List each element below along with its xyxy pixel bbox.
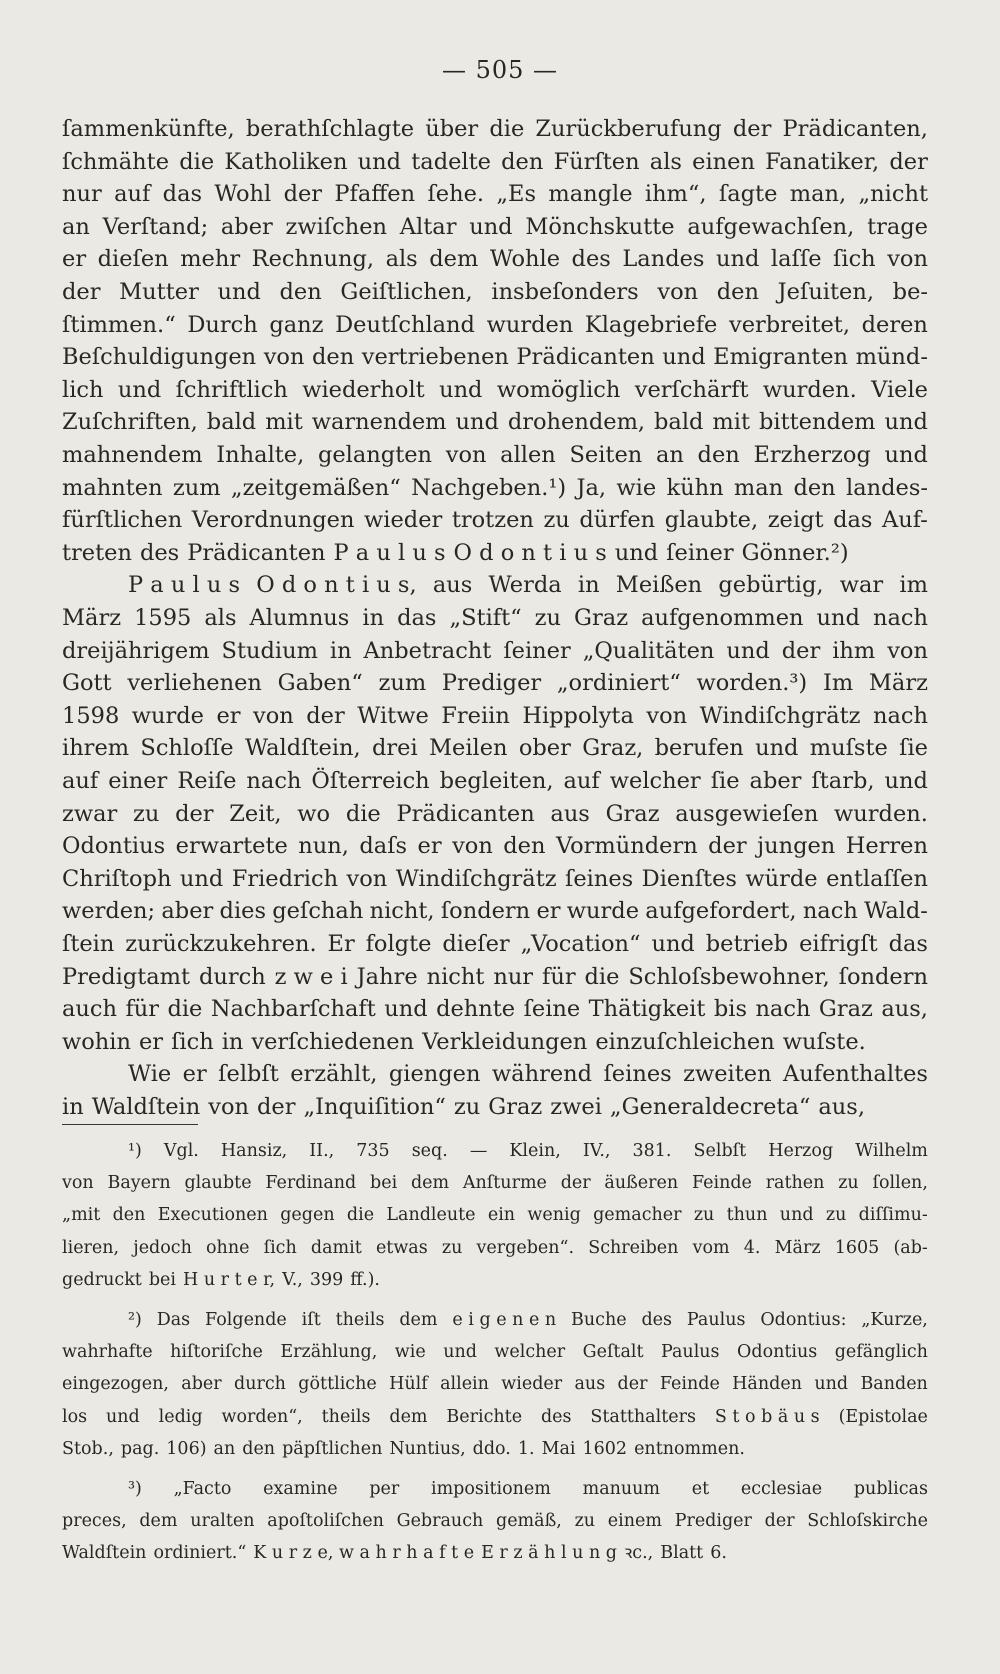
text-line: Predigtamt durch z w e i Jahre nicht nur für die Schloſsbewohner, ſondern	[62, 963, 928, 990]
text-line: dreijährigem Studium in Anbetracht ſeiner „Qualitäten und der ihm von	[62, 637, 928, 664]
text-line: auch für die Nachbarſchaft und dehnte ſeine Thätigkeit bis nach Graz aus,	[62, 996, 928, 1023]
text-line: Beſchuldigungen von den vertriebenen Prädicanten und Emigranten münd-	[62, 344, 928, 371]
footnote-line: preces, dem uralten apoſtoliſchen Gebrauch gemäß, zu einem Prediger der Schloſskirche	[62, 1511, 928, 1532]
text-line: mahnten zum „zeitgemäßen“ Nachgeben.¹) Ja, wie kühn man den landes-	[62, 474, 928, 501]
text-line: treten des Prädicanten P a u l u s O d o n t i u s und ſeiner Gönner.²)	[62, 539, 849, 566]
footnote-line: ³) „Facto examine per impositionem manuum et ecclesiae publicas	[128, 1479, 928, 1499]
footnote-line: los und ledig worden“, theils dem Berichte des Statthalters S t o b ä u s (Epistolae	[62, 1406, 928, 1427]
footnote-line: eingezogen, aber durch göttliche Hülf allein wieder aus der Feinde Händen und Banden	[62, 1374, 928, 1395]
text-line: lich und ſchriftlich wiederholt und womöglich verſchärft wurden. Viele	[62, 376, 928, 403]
text-line: Odontius erwartete nun, daſs er von den Vormündern der jungen Herren	[62, 833, 928, 860]
text-line: Zuſchriften, bald mit warnendem und drohendem, bald mit bittendem und	[62, 409, 928, 436]
text-line: werden; aber dies geſchah nicht, ſondern er wurde aufgefordert, nach Wald-	[62, 898, 928, 925]
text-line: er dieſen mehr Rechnung, als dem Wohle des Landes und laſſe ſich von	[62, 246, 928, 273]
footnote-line: Waldſtein ordiniert.“ K u r z e, w a h r h a f t e E r z ä h l u n g ꝛc., Blatt 6.	[62, 1543, 727, 1564]
text-line: März 1595 als Alumnus in das „Stift“ zu Graz aufgenommen und nach	[62, 605, 928, 631]
text-line: wohin er ſich in verſchiedenen Verkleidungen einzuſchleichen wuſste.	[62, 1028, 866, 1055]
footnote-line: wahrhafte hiſtoriſche Erzählung, wie und welcher Geſtalt Paulus Odontius gefänglich	[62, 1342, 928, 1363]
footnote-line: von Bayern glaubte Ferdinand bei dem Anſturme der äußeren Feinde rathen zu ſollen,	[62, 1173, 928, 1194]
text-line: an Verſtand; aber zwiſchen Altar und Mönchskutte aufgewachſen, trage	[62, 213, 928, 240]
footnote-line: lieren, jedoch ohne ſich damit etwas zu vergeben“. Schreiben vom 4. März 1605 (ab-	[62, 1237, 928, 1258]
text-line: Wie er ſelbſt erzählt, giengen während ſeines zweiten Aufenthaltes	[128, 1061, 928, 1088]
text-line: in Waldſtein von der „Inquiſition“ zu Graz zwei „Generaldecreta“ aus,	[62, 1094, 865, 1120]
text-line: ſtimmen.“ Durch ganz Deutſchland wurden Klagebriefe verbreitet, deren	[62, 311, 928, 338]
footnote-line: ¹) Vgl. Hansiz, II., 735 seq. — Klein, IV., 381. Selbſt Herzog Wilhelm	[128, 1141, 928, 1161]
footnote-line: „mit den Executionen gegen die Landleute ein wenig gemacher zu thun und zu diſſimu-	[62, 1205, 928, 1226]
text-line: zwar zu der Zeit, wo die Prädicanten aus Graz ausgewieſen wurden.	[62, 800, 928, 827]
text-line: 1598 wurde er von der Witwe Freiin Hippolyta von Windiſchgrätz nach	[62, 702, 928, 729]
text-line: auf einer Reiſe nach Öſterreich begleiten, auf welcher ſie aber ſtarb, und	[62, 768, 928, 794]
text-line: ſtein zurückzukehren. Er folgte dieſer „Vocation“ und betrieb eifrigſt das	[62, 931, 928, 957]
page-number: — 505 —	[441, 56, 559, 84]
text-line: ihrem Schloſſe Waldſtein, drei Meilen ober Graz, berufen und muſste ſie	[62, 735, 928, 762]
text-line: ſchmähte die Katholiken und tadelte den Fürſten als einen Fanatiker, der	[62, 148, 928, 175]
footnote-line: Stob., pag. 106) an den päpſtlichen Nuntius, ddo. 1. Mai 1602 entnommen.	[62, 1438, 745, 1459]
footnote-line: ²) Das Folgende iſt theils dem e i g e n e n Buche des Paulus Odontius: „Kurze,	[128, 1310, 928, 1330]
text-line: P a u l u s O d o n t i u s, aus Werda in Meißen gebürtig, war im	[128, 572, 928, 599]
text-line: Chriſtoph und Friedrich von Windiſchgrätz ſeines Dienſtes würde entlaſſen	[62, 865, 928, 892]
text-line: Gott verliehenen Gaben“ zum Prediger „ordiniert“ worden.³) Im März	[62, 670, 928, 697]
footnote-separator	[62, 1124, 198, 1125]
text-line: fürſtlichen Verordnungen wieder trotzen zu dürfen glaubte, zeigt das Auf-	[62, 507, 928, 534]
text-line: ſammenkünfte, berathſchlagte über die Zurückberufung der Prädicanten,	[62, 116, 928, 142]
footnote-line: gedruckt bei H u r t e r, V., 399 ff.).	[62, 1269, 380, 1290]
text-line: der Mutter und den Geiſtlichen, insbeſonders von den Jeſuiten, be-	[62, 279, 928, 305]
text-line: nur auf das Wohl der Pfaffen ſehe. „Es mangle ihm“, ſagte man, „nicht	[62, 181, 928, 208]
text-line: mahnendem Inhalte, gelangten von allen Seiten an den Erzherzog und	[62, 442, 928, 468]
